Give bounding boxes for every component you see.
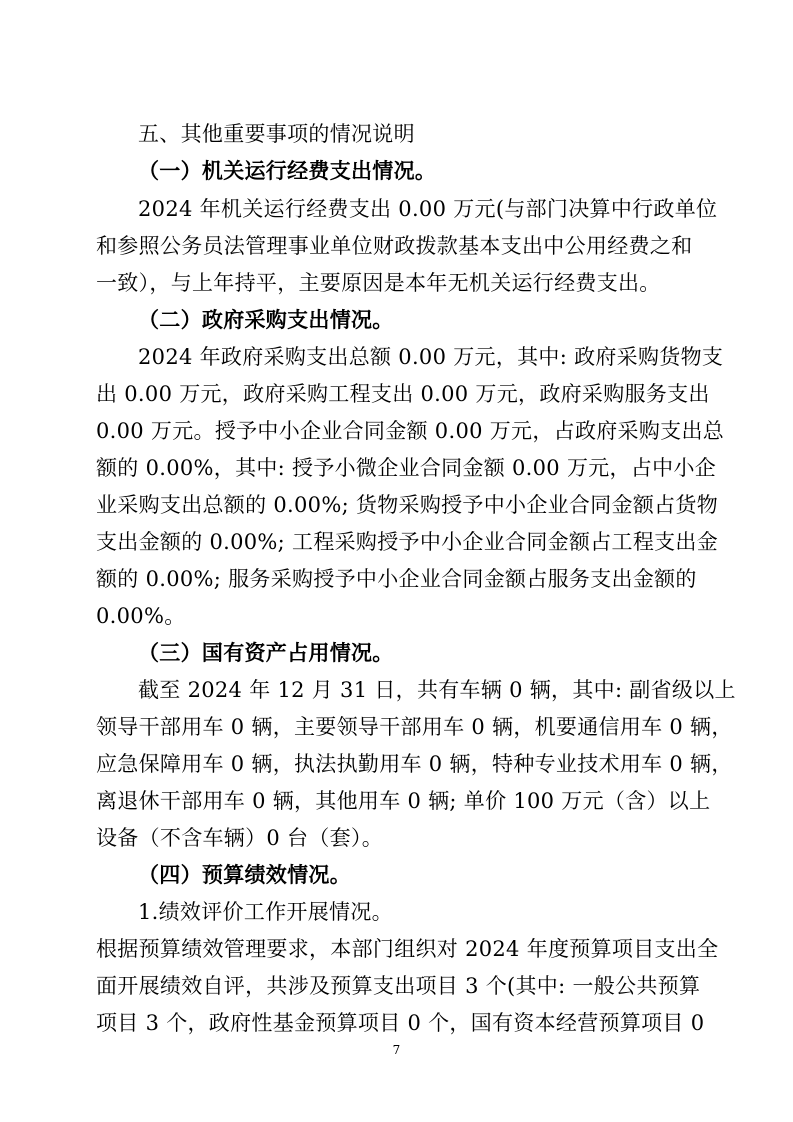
paragraph-line: 设备（不含车辆）0 台（套）。 bbox=[96, 826, 384, 850]
paragraph-line: 支出金额的 0.00%; 工程采购授予中小企业合同金额占工程支出金 bbox=[96, 530, 719, 554]
subsection-heading: （四）预算绩效情况。 bbox=[138, 862, 351, 887]
paragraph-line: 面开展绩效自评，共涉及预算支出项目 3 个(其中: 一般公共预算 bbox=[96, 974, 701, 998]
paragraph-line: 0.00 万元。授予中小企业合同金额 0.00 万元，占政府采购支出总 bbox=[96, 419, 725, 443]
paragraph-line: 出 0.00 万元，政府采购工程支出 0.00 万元，政府采购服务支出 bbox=[96, 382, 710, 406]
paragraph-line: 额的 0.00%; 服务采购授予中小企业合同金额占服务支出金额的 bbox=[96, 567, 697, 591]
paragraph-line: 0.00%。 bbox=[96, 604, 186, 628]
paragraph-line: 额的 0.00%，其中: 授予小微企业合同金额 0.00 万元，占中小企 bbox=[96, 456, 717, 480]
paragraph-line: 2024 年机关运行经费支出 0.00 万元(与部门决算中行政单位 bbox=[138, 197, 718, 221]
paragraph-line: 项目 3 个，政府性基金预算项目 0 个，国有资本经营预算项目 0 bbox=[96, 1011, 705, 1035]
paragraph-line: 离退休干部用车 0 辆，其他用车 0 辆; 单价 100 万元（含）以上 bbox=[96, 789, 711, 813]
paragraph-line: 一致），与上年持平，主要原因是本年无机关运行经费支出。 bbox=[96, 271, 661, 295]
paragraph-line: 根据预算绩效管理要求，本部门组织对 2024 年度预算项目支出全 bbox=[96, 937, 719, 961]
subsection-heading: （三）国有资产占用情况。 bbox=[138, 640, 394, 665]
subsection-heading: （二）政府采购支出情况。 bbox=[138, 307, 394, 332]
paragraph-line: 和参照公务员法管理事业单位财政拨款基本支出中公用经费之和 bbox=[96, 234, 693, 258]
subsection-heading: （一）机关运行经费支出情况。 bbox=[138, 158, 437, 183]
paragraph-line: 领导干部用车 0 辆，主要领导干部用车 0 辆，机要通信用车 0 辆， bbox=[96, 715, 733, 739]
list-item: 1.绩效评价工作开展情况。 bbox=[138, 900, 393, 924]
paragraph-line: 应急保障用车 0 辆，执法执勤用车 0 辆，特种专业技术用车 0 辆， bbox=[96, 752, 733, 776]
paragraph-line: 业采购支出总额的 0.00%; 货物采购授予中小企业合同金额占货物 bbox=[96, 493, 719, 517]
section-heading: 五、其他重要事项的情况说明 bbox=[138, 122, 415, 146]
paragraph-line: 2024 年政府采购支出总额 0.00 万元，其中: 政府采购货物支 bbox=[138, 345, 724, 369]
page-number: 7 bbox=[392, 1043, 401, 1057]
paragraph-line: 截至 2024 年 12 月 31 日，共有车辆 0 辆，其中: 副省级以上 bbox=[138, 678, 736, 702]
